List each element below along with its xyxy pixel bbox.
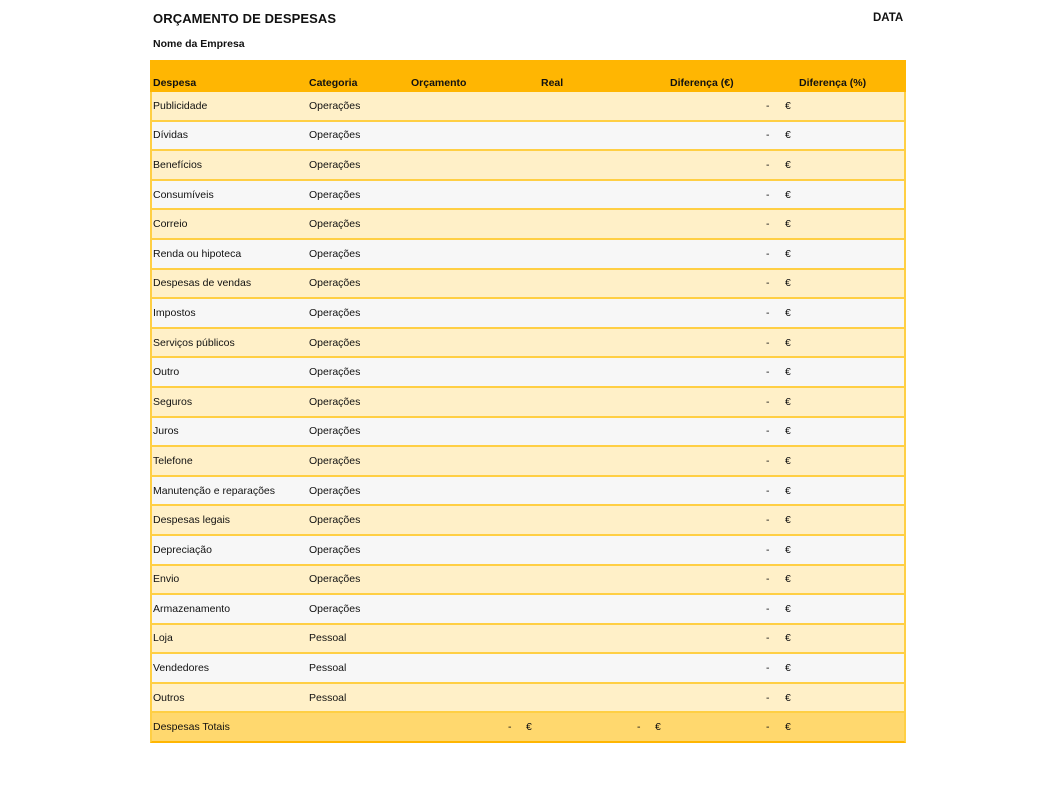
- column-header-diff-pct[interactable]: Diferença (%): [799, 77, 867, 89]
- currency-cell: €: [785, 691, 791, 704]
- diff-value-cell: -: [766, 158, 770, 171]
- expense-name-cell: Manutenção e reparações: [153, 484, 275, 497]
- diff-value-cell: -: [766, 336, 770, 349]
- table-row[interactable]: [150, 122, 906, 152]
- expense-name-cell: Dívidas: [153, 129, 189, 142]
- category-cell: Operações: [309, 543, 361, 556]
- expense-table: [150, 60, 906, 743]
- currency-cell: €: [785, 632, 791, 645]
- currency-cell: €: [785, 218, 791, 231]
- total-label: Despesas Totais: [153, 721, 230, 734]
- table-row[interactable]: [150, 654, 906, 684]
- category-cell: Operações: [309, 366, 361, 379]
- diff-value-cell: -: [766, 484, 770, 497]
- diff-value-cell: -: [766, 543, 770, 556]
- currency-cell: €: [785, 454, 791, 467]
- category-cell: Operações: [309, 336, 361, 349]
- expense-name-cell: Envio: [153, 573, 180, 586]
- category-cell: Operações: [309, 602, 361, 615]
- currency-cell: €: [785, 129, 791, 142]
- category-cell: Pessoal: [309, 691, 347, 704]
- diff-value-cell: -: [766, 247, 770, 260]
- category-cell: Operações: [309, 573, 361, 586]
- category-cell: Operações: [309, 425, 361, 438]
- table-row[interactable]: [150, 447, 906, 477]
- expense-name-cell: Outro: [153, 366, 180, 379]
- diff-value-cell: -: [766, 662, 770, 675]
- table-row[interactable]: [150, 684, 906, 714]
- category-cell: Operações: [309, 158, 361, 171]
- table-header: [150, 60, 906, 92]
- category-cell: Operações: [309, 218, 361, 231]
- column-header-diff-eur[interactable]: Diferença (€): [670, 77, 734, 89]
- diff-value-cell: -: [766, 395, 770, 408]
- expense-name-cell: Publicidade: [153, 99, 208, 112]
- currency-cell: €: [785, 395, 791, 408]
- category-cell: Operações: [309, 188, 361, 201]
- category-cell: Operações: [309, 277, 361, 290]
- diff-value-cell: -: [766, 277, 770, 290]
- total-budget-currency: €: [526, 721, 532, 734]
- diff-value-cell: -: [766, 602, 770, 615]
- total-row[interactable]: [150, 713, 906, 743]
- expense-name-cell: Despesas de vendas: [153, 277, 252, 290]
- currency-cell: €: [785, 277, 791, 290]
- expense-name-cell: Loja: [153, 632, 173, 645]
- category-cell: Operações: [309, 395, 361, 408]
- expense-name-cell: Depreciação: [153, 543, 212, 556]
- diff-value-cell: -: [766, 691, 770, 704]
- table-row[interactable]: [150, 329, 906, 359]
- category-cell: Operações: [309, 454, 361, 467]
- category-cell: Operações: [309, 484, 361, 497]
- table-row[interactable]: [150, 536, 906, 566]
- currency-cell: €: [785, 543, 791, 556]
- total-diff-value: -: [766, 721, 770, 734]
- expense-name-cell: Consumíveis: [153, 188, 214, 201]
- category-cell: Operações: [309, 514, 361, 527]
- diff-value-cell: -: [766, 129, 770, 142]
- expense-name-cell: Renda ou hipoteca: [153, 247, 242, 260]
- expense-name-cell: Vendedores: [153, 662, 210, 675]
- expense-name-cell: Armazenamento: [153, 602, 231, 615]
- table-row[interactable]: [150, 240, 906, 270]
- diff-value-cell: -: [766, 218, 770, 231]
- diff-value-cell: -: [766, 366, 770, 379]
- table-row[interactable]: [150, 92, 906, 122]
- table-row[interactable]: [150, 566, 906, 596]
- table-row[interactable]: [150, 625, 906, 655]
- currency-cell: €: [785, 514, 791, 527]
- table-row[interactable]: [150, 299, 906, 329]
- expense-name-cell: Seguros: [153, 395, 193, 408]
- category-cell: Operações: [309, 99, 361, 112]
- total-real-value: -: [637, 721, 641, 734]
- category-cell: Pessoal: [309, 662, 347, 675]
- table-row[interactable]: [150, 418, 906, 448]
- total-real-currency: €: [655, 721, 661, 734]
- table-row[interactable]: [150, 181, 906, 211]
- currency-cell: €: [785, 336, 791, 349]
- expense-name-cell: Telefone: [153, 454, 193, 467]
- expense-name-cell: Impostos: [153, 306, 196, 319]
- expense-name-cell: Serviços públicos: [153, 336, 235, 349]
- column-header-expense[interactable]: Despesa: [153, 77, 197, 89]
- diff-value-cell: -: [766, 514, 770, 527]
- category-cell: Operações: [309, 247, 361, 260]
- currency-cell: €: [785, 247, 791, 260]
- table-row[interactable]: [150, 151, 906, 181]
- expense-name-cell: Juros: [153, 425, 179, 438]
- table-row[interactable]: [150, 595, 906, 625]
- category-cell: Operações: [309, 129, 361, 142]
- page-title: ORÇAMENTO DE DESPESAS: [153, 11, 337, 26]
- diff-value-cell: -: [766, 573, 770, 586]
- table-row[interactable]: [150, 506, 906, 536]
- category-cell: Operações: [309, 306, 361, 319]
- diff-value-cell: -: [766, 188, 770, 201]
- diff-value-cell: -: [766, 454, 770, 467]
- column-header-category[interactable]: Categoria: [309, 77, 358, 89]
- diff-value-cell: -: [766, 425, 770, 438]
- currency-cell: €: [785, 602, 791, 615]
- expense-name-cell: Correio: [153, 218, 188, 231]
- category-cell: Pessoal: [309, 632, 347, 645]
- currency-cell: €: [785, 425, 791, 438]
- currency-cell: €: [785, 573, 791, 586]
- table-row[interactable]: [150, 358, 906, 388]
- column-header-actual[interactable]: Real: [541, 77, 564, 89]
- currency-cell: €: [785, 366, 791, 379]
- total-diff-currency: €: [785, 721, 791, 734]
- currency-cell: €: [785, 188, 791, 201]
- table-row[interactable]: [150, 210, 906, 240]
- currency-cell: €: [785, 158, 791, 171]
- column-header-budget[interactable]: Orçamento: [411, 77, 467, 89]
- diff-value-cell: -: [766, 306, 770, 319]
- currency-cell: €: [785, 662, 791, 675]
- currency-cell: €: [785, 99, 791, 112]
- expense-name-cell: Outros: [153, 691, 185, 704]
- expense-name-cell: Despesas legais: [153, 514, 231, 527]
- table-row[interactable]: [150, 270, 906, 300]
- total-budget-value: -: [508, 721, 512, 734]
- diff-value-cell: -: [766, 632, 770, 645]
- diff-value-cell: -: [766, 99, 770, 112]
- table-row[interactable]: [150, 477, 906, 507]
- currency-cell: €: [785, 306, 791, 319]
- expense-name-cell: Benefícios: [153, 158, 203, 171]
- date-label[interactable]: DATA: [873, 12, 904, 24]
- company-name[interactable]: Nome da Empresa: [153, 38, 245, 50]
- table-row[interactable]: [150, 388, 906, 418]
- currency-cell: €: [785, 484, 791, 497]
